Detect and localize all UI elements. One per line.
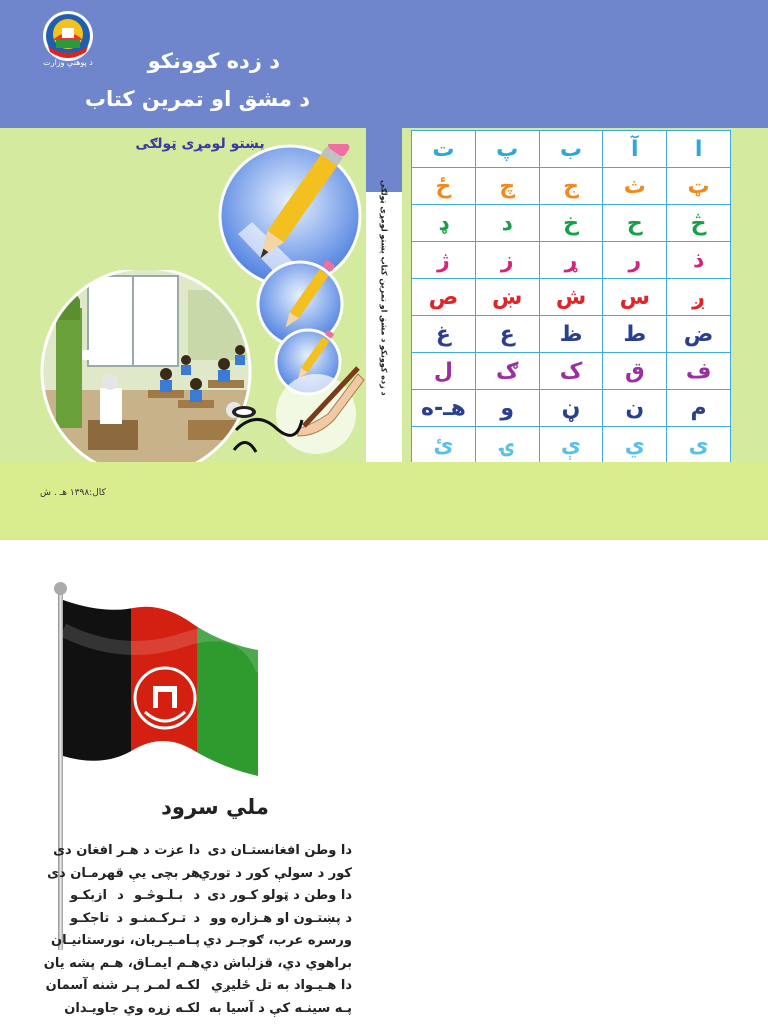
alphabet-letter: ف [667,353,731,390]
spine-title: د زده کوونکو د مشق او تمرين کتاب پښتو لومړی ټولګی [379,180,389,396]
alphabet-row [412,242,731,279]
alphabet-row [412,131,731,168]
alphabet-letter: څ [667,205,731,242]
subject-label: پښتو لومړی ټولګی [135,136,265,152]
alphabet-letter: ش [539,279,603,316]
alphabet-row [412,316,731,353]
anthem-line: ورسره عرب، ګوجـر دي [203,933,352,948]
alphabet-letter: ز [475,242,539,279]
alphabet-letter: غ [412,316,476,353]
anthem-line: دا عزت د هـر افغان دی [53,843,200,858]
afghanistan-flag [63,600,263,776]
anthem-line: دا وطن افغانستـان دی [207,843,352,858]
anthem-title: ملي سرود [161,795,269,819]
alphabet-letter: ا [667,131,731,168]
alphabet-letter: ظ [539,316,603,353]
alphabet-letter: ږ [667,279,731,316]
alphabet-letter: ژ [412,242,476,279]
anthem-line: دا وطن د ټولو کـور دی [207,888,352,903]
flag-pole-finial [54,582,67,595]
cover-title-line1: د زده کوونکو [147,49,280,73]
classroom-illustration [38,270,254,462]
alphabet-letter: ډ [412,205,476,242]
alphabet-letter: پ [475,131,539,168]
alphabet-letter: ط [603,316,667,353]
alphabet-row [412,168,731,205]
cover-title-line2: د مشق او تمرين کتاب [84,87,310,111]
alphabet-letter: س [603,279,667,316]
alphabet-letter: و [475,390,539,427]
anthem-line: کور د سولې کور د توري [198,865,352,881]
anthem-line: لکـه لمـر پـر شنه آسمان [45,978,200,993]
alphabet-letter: ڼ [539,390,603,427]
anthem-line: هـم ايمـاق، هـم پشه يان [43,955,200,971]
alphabet-letter: ب [539,131,603,168]
alphabet-letter: ئ [412,427,476,464]
alphabet-letter: ث [603,168,667,205]
anthem-line: لکـه زړه وي جاويـدان [64,1000,200,1016]
alphabet-letter: هـ-ه [412,390,476,427]
alphabet-letter: ۍ [475,427,539,464]
alphabet-row [412,353,731,390]
calligraphy-icon [226,400,306,462]
alphabet-letter: م [667,390,731,427]
alphabet-letter: ړ [539,242,603,279]
publication-year: کال:۱۳۹۸ هـ . ش [40,488,106,498]
alphabet-row [412,279,731,316]
anthem-line: پـه سينـه کې د آسيا به [208,1000,352,1016]
alphabet-letter: ښ [475,279,539,316]
alphabet-letter: ځ [412,168,476,205]
anthem-line: براهوي دي، قزلباش دي [200,955,352,971]
alphabet-letter: ن [603,390,667,427]
alphabet-letter: ج [539,168,603,205]
ministry-label: د پوهنې وزارت [43,58,93,67]
cover-bottom-band [0,462,768,540]
alphabet-letter: ض [667,316,731,353]
anthem-line: د تـرکـمنـو د تاجکـو [70,910,200,926]
alphabet-letter: ټ [667,168,731,205]
alphabet-letter: ر [603,242,667,279]
alphabet-letter: ح [603,205,667,242]
anthem-line: د پښتـون او هـزاره وو [210,910,352,926]
alphabet-row [412,427,731,464]
anthem-line: دا هـيـواد به تل ځليږي [211,978,352,993]
alphabet-letter: ې [539,427,603,464]
alphabet-letter: ص [412,279,476,316]
alphabet-letter: ګ [475,353,539,390]
anthem-line: پـامـيـريان، نورستانيـان [51,933,200,948]
anthem-column-left [43,840,200,1020]
alphabet-letter: د [475,205,539,242]
alphabet-letter: ت [412,131,476,168]
alphabet-letter: ق [603,353,667,390]
anthem-line: د بـلـوڅـو د ازبکـو [70,888,200,903]
alphabet-letter: ک [539,353,603,390]
anthem-column-right [198,840,352,1020]
alphabet-row [412,205,731,242]
alphabet-letter: ي [603,427,667,464]
alphabet-letter: ع [475,316,539,353]
alphabet-letter: ی [667,427,731,464]
alphabet-letter: آ [603,131,667,168]
alphabet-letter: خ [539,205,603,242]
anthem-line: هر بچی یې قهرمـان دی [47,865,200,881]
alphabet-letter: چ [475,168,539,205]
alphabet-letter: ذ [667,242,731,279]
alphabet-letter: ل [412,353,476,390]
alphabet-table [411,130,731,464]
alphabet-row [412,390,731,427]
